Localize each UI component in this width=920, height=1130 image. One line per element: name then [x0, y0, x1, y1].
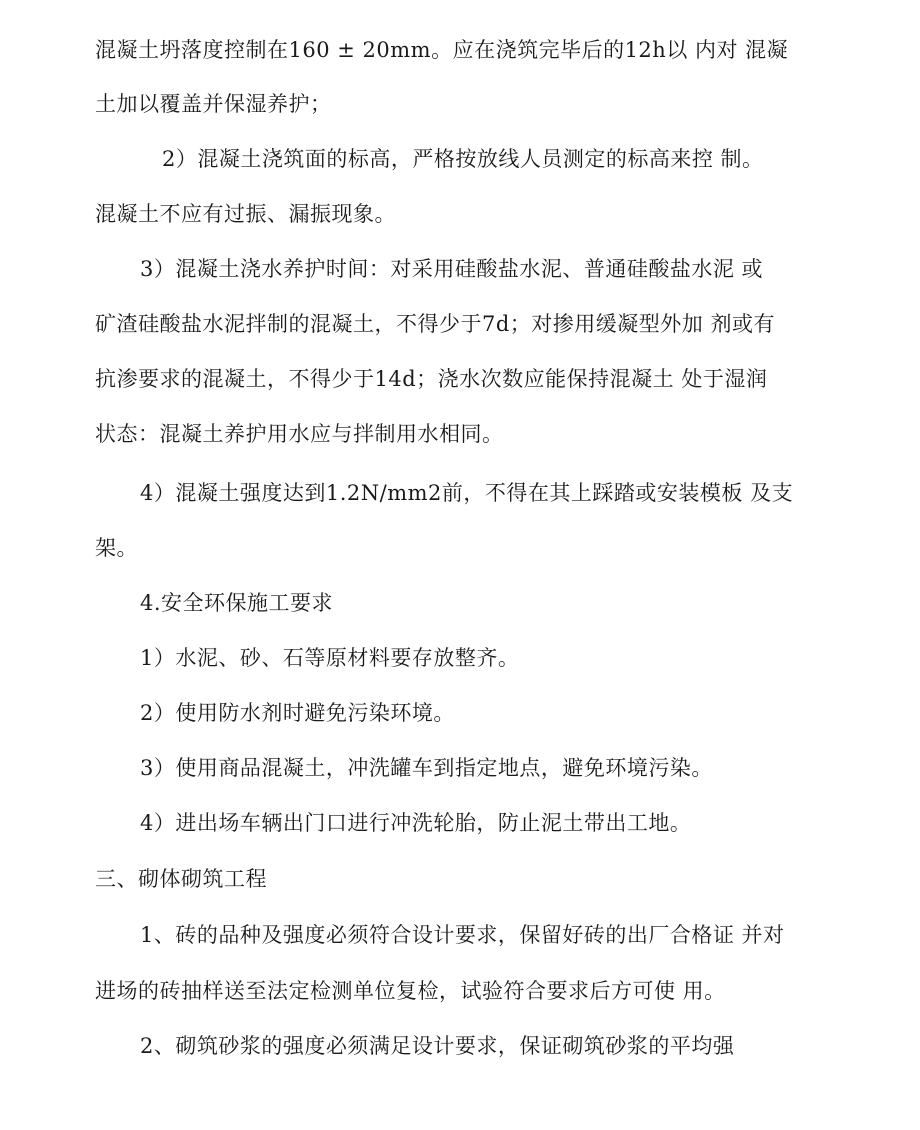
paragraph-line: 状态：混凝土养护用水应与拌制用水相同。 — [95, 422, 504, 446]
paragraph-line: 2）混凝土浇筑面的标高，严格按放线人员测定的标高来控 制。 — [162, 147, 764, 171]
list-item: 4）进出场车辆出门口进行冲洗轮胎，防止泥土带出工地。 — [140, 811, 692, 835]
paragraph-line: 1、砖的品种及强度必须符合设计要求，保留好砖的出厂合格证 并对 — [140, 923, 785, 947]
paragraph-line: 架。 — [95, 536, 138, 560]
paragraph-line: 抗渗要求的混凝土，不得少于14d；浇水次数应能保持混凝土 处于湿润 — [95, 367, 768, 391]
list-item: 2）使用防水剂时避免污染环境。 — [140, 701, 455, 725]
paragraph-line: 混凝土不应有过振、漏振现象。 — [95, 202, 396, 226]
paragraph-line: 矿渣硅酸盐水泥拌制的混凝土，不得少于7d；对掺用缓凝型外加 剂或有 — [95, 312, 775, 336]
list-item: 3）使用商品混凝土，冲洗罐车到指定地点，避免环境污染。 — [140, 756, 713, 780]
paragraph-line: 4）混凝土强度达到1.2N/mm2前，不得在其上踩踏或安装模板 及支 — [140, 481, 794, 505]
chapter-heading: 三、砌体砌筑工程 — [95, 867, 267, 891]
list-item: 1）水泥、砂、石等原材料要存放整齐。 — [140, 646, 520, 670]
paragraph-line: 土加以覆盖并保湿养护； — [95, 92, 332, 116]
section-heading: 4.安全环保施工要求 — [140, 591, 334, 615]
paragraph-line: 2、砌筑砂浆的强度必须满足设计要求，保证砌筑砂浆的平均强 — [140, 1034, 735, 1058]
paragraph-line: 3）混凝土浇水养护时间：对采用硅酸盐水泥、普通硅酸盐水泥 或 — [140, 257, 764, 281]
paragraph-line: 进场的砖抽样送至法定检测单位复检，试验符合要求后方可使 用。 — [95, 979, 726, 1003]
paragraph-line: 混凝土坍落度控制在160 ± 20mm。应在浇筑完毕后的12h以 内对 混凝 — [95, 38, 789, 62]
